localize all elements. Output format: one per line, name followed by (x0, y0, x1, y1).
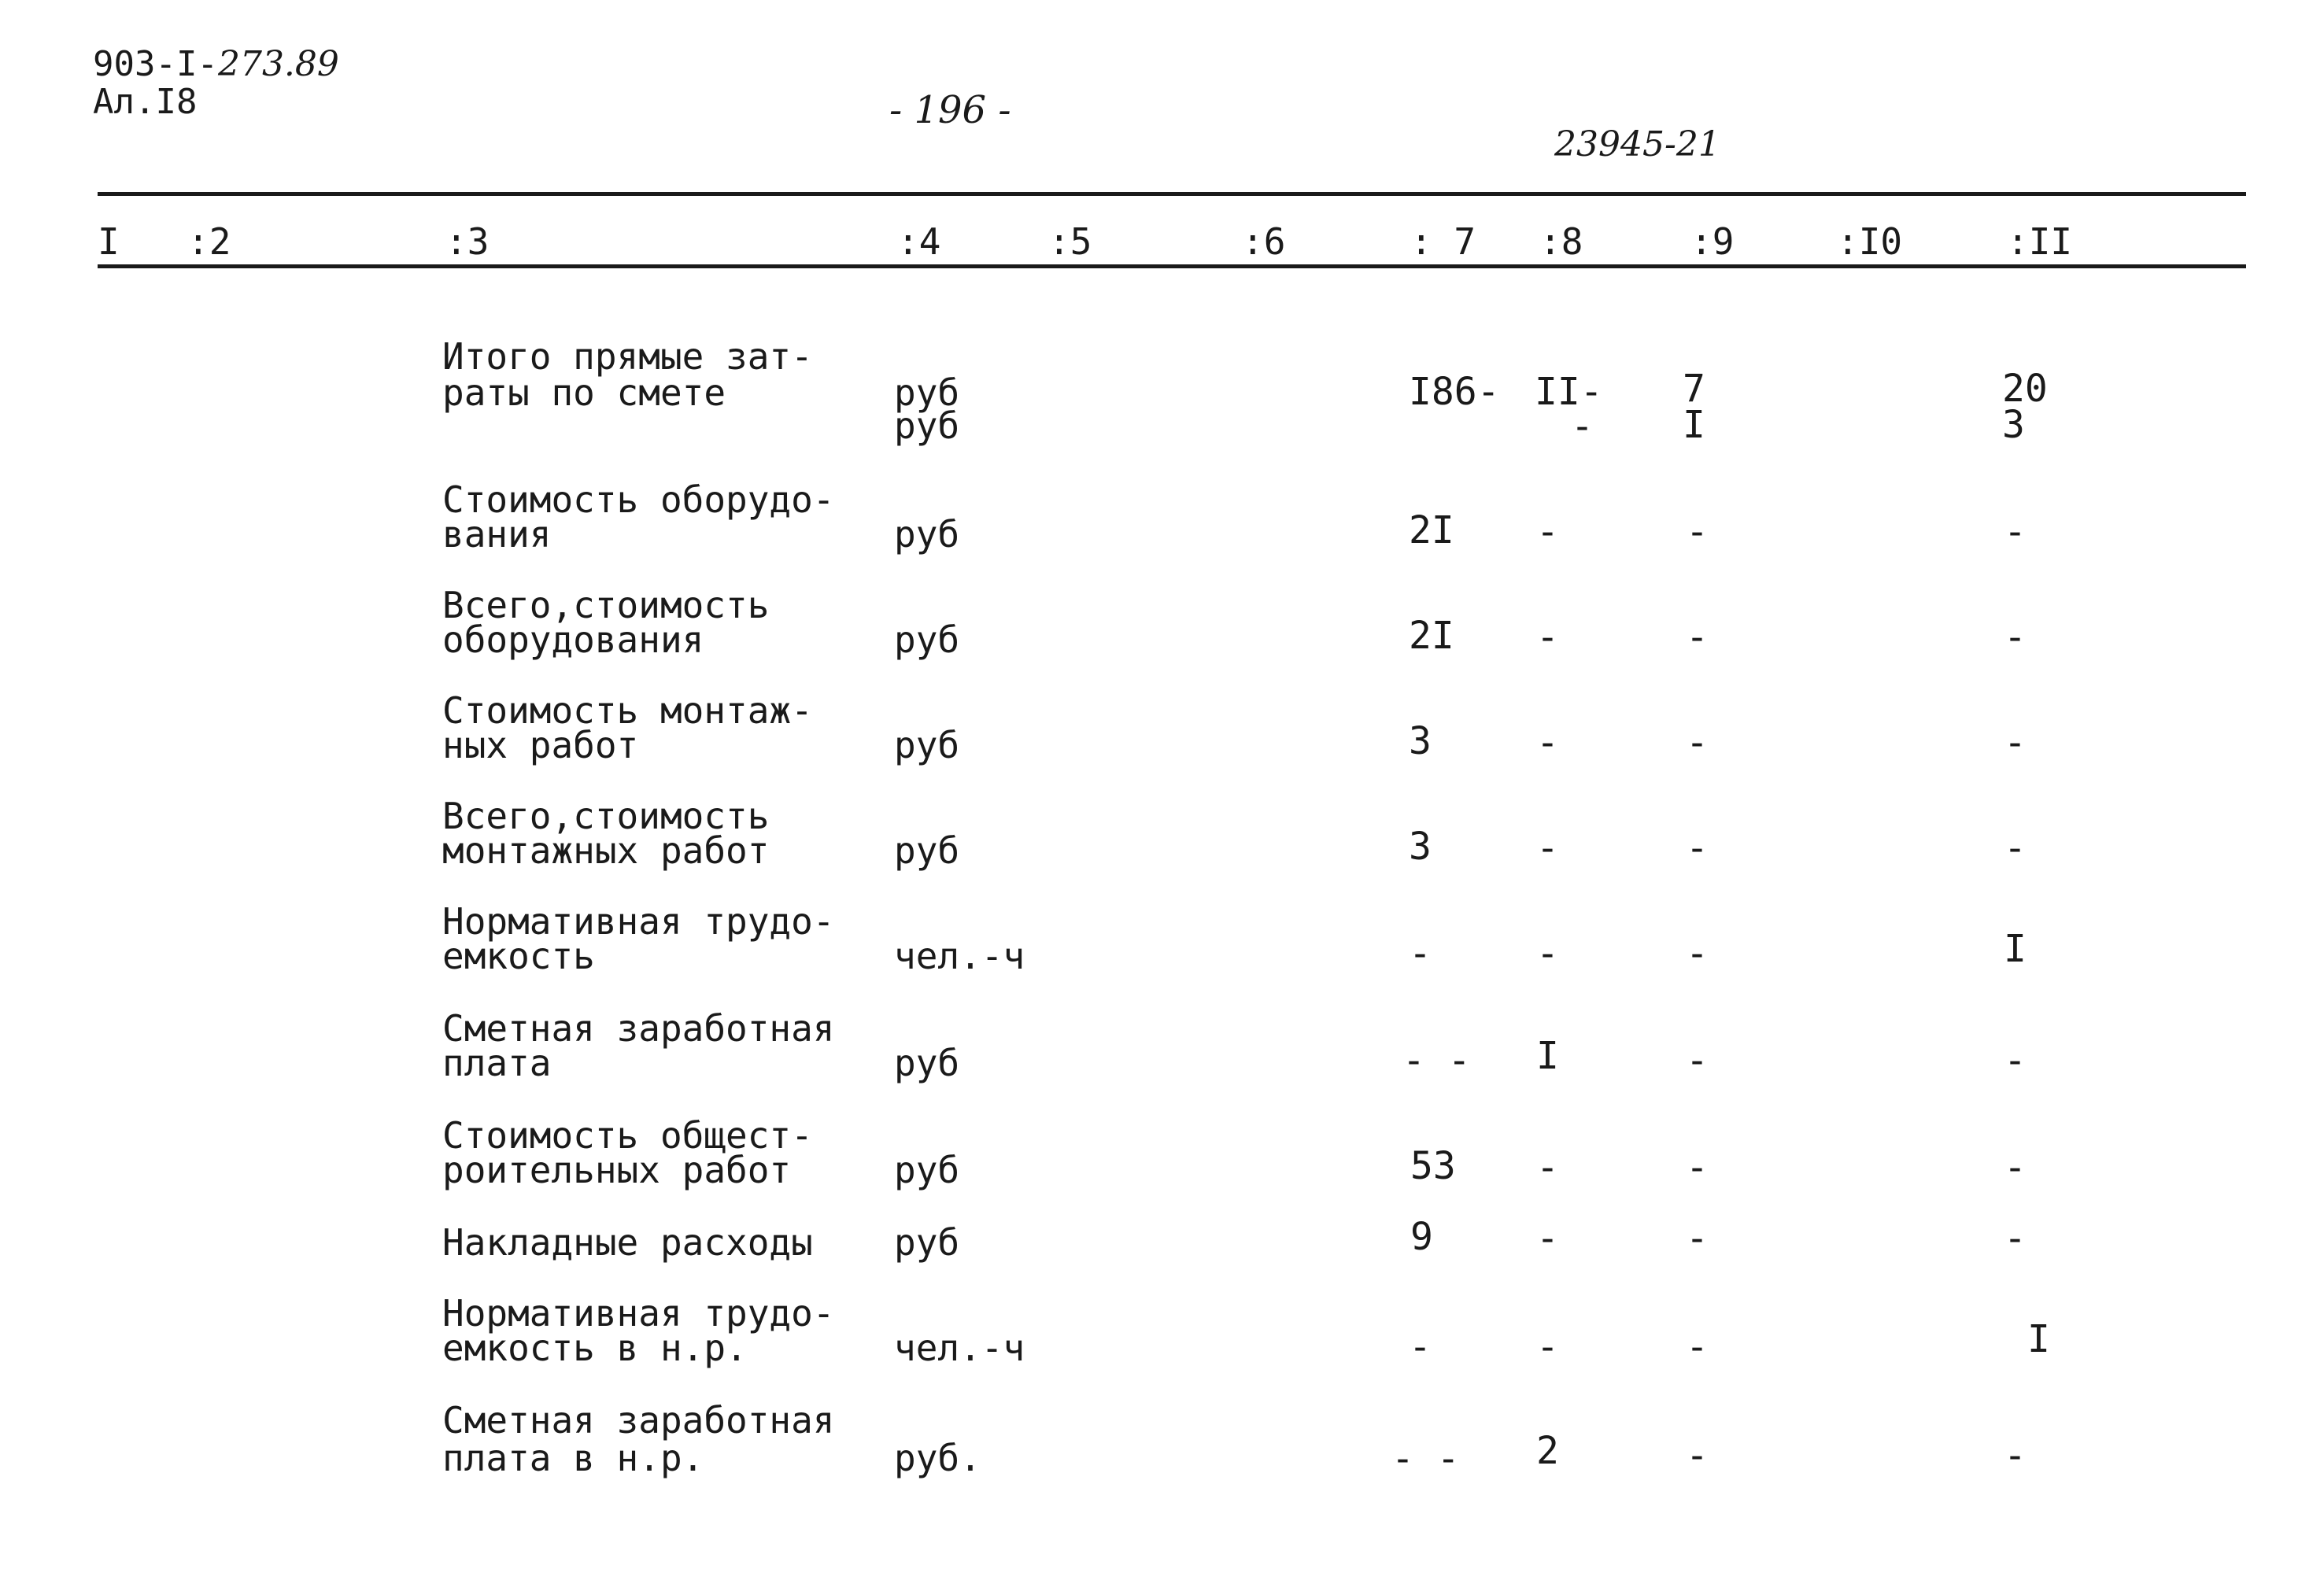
row-name-line: раты по смете (442, 371, 726, 414)
col8-cell: - (1536, 510, 1559, 554)
col11-cell: - (2004, 721, 2027, 765)
row-name-line: Стоимость общест- (442, 1114, 813, 1157)
col8-cell: - (1536, 721, 1559, 765)
col9-cell: - (1686, 1039, 1709, 1083)
col11-cell: - (2004, 615, 2027, 659)
row-name-line: ных работ (442, 724, 639, 766)
col11-cell: I (2004, 927, 2027, 971)
column-header-11: :II (2007, 220, 2073, 263)
row-name-line: Накладные расходы (442, 1221, 813, 1264)
row-name-line: плата в н.р. (442, 1437, 704, 1479)
sheet-label: Ал.I8 (93, 82, 198, 122)
col7-cell: 3 (1409, 719, 1432, 763)
col7-cell: 3 (1409, 825, 1432, 869)
col8-cell: - (1536, 1146, 1559, 1190)
unit-cell: руб (894, 1042, 960, 1084)
row-name-line: Итого прямые зат- (442, 335, 813, 378)
col11-cell: I (2027, 1317, 2050, 1361)
row-name-line: емкость в н.р. (442, 1327, 748, 1369)
col8-cell: - (1536, 1216, 1559, 1261)
column-header-8: :8 (1539, 220, 1583, 263)
unit-cell: руб. (894, 1437, 981, 1479)
row-name-line: Нормативная трудо- (442, 900, 835, 943)
document-code-handwritten: 273.89 (217, 44, 339, 84)
unit-cell: руб (894, 404, 960, 447)
row-name-line: Стоимость монтаж- (442, 689, 813, 732)
col7-cell: 2I (1409, 614, 1454, 658)
col9-cell: - (1686, 1216, 1709, 1261)
column-header-4: :4 (897, 220, 941, 263)
column-header-2: :2 (187, 220, 231, 263)
col9-cell: - (1686, 826, 1709, 870)
col11-cell: 3 (2002, 403, 2025, 447)
col9-cell: - (1686, 615, 1709, 659)
col9-cell: - (1686, 1325, 1709, 1369)
row-name-line: оборудования (442, 618, 704, 661)
col11-cell: 20 (2002, 367, 2048, 411)
col9-cell: I (1683, 403, 1705, 447)
row-name-line: роительных работ (442, 1149, 792, 1191)
unit-cell: руб (894, 513, 960, 556)
col8-cell: II- (1535, 370, 1603, 414)
col7-cell: - (1409, 1325, 1432, 1369)
col11-cell: - (2004, 510, 2027, 554)
document-code-prefix: 903-I- (93, 44, 218, 84)
row-name-line: Всего,стоимость (442, 584, 770, 626)
unit-cell: руб (894, 371, 960, 414)
col11-cell: - (2004, 1146, 2027, 1190)
top-rule (98, 192, 2246, 196)
unit-cell: чел.-ч (894, 1327, 1025, 1369)
column-header-5: :5 (1048, 220, 1092, 263)
column-header-7: : 7 (1410, 220, 1476, 263)
col9-cell: 7 (1683, 367, 1705, 411)
col8-cell: I (1536, 1034, 1559, 1078)
row-name-line: плата (442, 1042, 552, 1084)
col9-cell: - (1686, 721, 1709, 765)
row-name-line: Нормативная трудо- (442, 1292, 835, 1335)
unit-cell: руб (894, 618, 960, 661)
page-number: - 196 - (889, 88, 1011, 132)
unit-cell: руб (894, 1149, 960, 1191)
col11-cell: - (2004, 1216, 2027, 1261)
col7-cell: I86- (1409, 370, 1500, 414)
col11-cell: - (2004, 1434, 2027, 1478)
col7-cell: 2I (1409, 508, 1454, 552)
col8-cell: 2 (1536, 1429, 1559, 1473)
col9-cell: - (1686, 932, 1709, 976)
column-header-3: :3 (445, 220, 490, 263)
row-name-line: вания (442, 513, 552, 556)
col11-cell: - (2004, 826, 2027, 870)
col7-cell: 9 (1410, 1215, 1433, 1259)
row-name-line: Всего,стоимость (442, 795, 770, 837)
col11-cell: - (2004, 1039, 2027, 1083)
row-name-line: монтажных работ (442, 829, 770, 872)
col8-cell: - (1536, 826, 1559, 870)
col7-cell: - (1409, 932, 1432, 976)
col7-cell: - - (1402, 1039, 1471, 1083)
unit-cell: руб (894, 829, 960, 872)
col8-cell: - (1536, 932, 1559, 976)
col8-cell: - (1536, 1325, 1559, 1369)
col8-cell: - (1571, 404, 1594, 449)
column-header-1: I (98, 220, 120, 263)
column-header-9: :9 (1690, 220, 1735, 263)
col9-cell: - (1686, 1146, 1709, 1190)
header-bottom-rule (98, 264, 2246, 268)
col7-cell: 53 (1410, 1144, 1456, 1188)
inventory-number: 23945-21 (1554, 124, 1720, 164)
unit-cell: руб (894, 724, 960, 766)
row-name-line: Сметная заработная (442, 1399, 835, 1442)
col7-cell: - - (1391, 1437, 1460, 1481)
unit-cell: чел.-ч (894, 935, 1025, 977)
col9-cell: - (1686, 510, 1709, 554)
document-code (93, 44, 339, 84)
row-name-line: емкость (442, 935, 595, 977)
column-header-6: :6 (1242, 220, 1286, 263)
row-name-line: Стоимость оборудо- (442, 478, 835, 521)
col9-cell: - (1686, 1434, 1709, 1478)
unit-cell: руб (894, 1221, 960, 1264)
column-header-10: :I0 (1837, 220, 1903, 263)
row-name-line: Сметная заработная (442, 1007, 835, 1050)
col8-cell: - (1536, 615, 1559, 659)
